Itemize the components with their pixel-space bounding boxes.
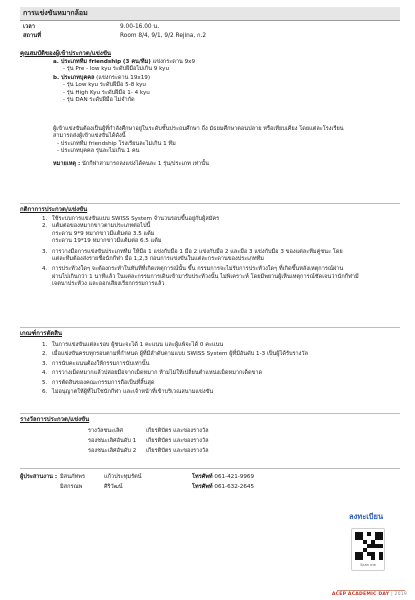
- rules-list: [42, 216, 359, 288]
- footer-divider: [337, 590, 405, 591]
- eligibility-note-line1: ผู้เข้าแข่งขันต้องเป็นผู้ที่กำลังศึกษาอยู่ในระดับชั้นประถมศึกษา ถึง มัธยมศึกษาตอนปลาย หรือเทียบเคียง โดยแต่ละโรงเรียน: [53, 126, 344, 132]
- prizes-heading: รางวัลการประกวด/แข่งขัน: [20, 416, 90, 423]
- criteria-item: 5. การตัดสินของคณะกรรมการถือเป็นที่สิ้นสุด: [42, 379, 155, 386]
- remark-label: หมายเหตุ :: [53, 160, 81, 167]
- time-row: [23, 24, 159, 32]
- category-b-sub2: - รุ่น High Kyu ระดับฝีมือ 1- 4 kyu: [63, 89, 150, 96]
- rule-continuation: เจตนาประท้วง และออกเสียงเรียกกรรมการแล้ว: [52, 281, 165, 287]
- divider: [20, 413, 400, 414]
- rules-heading: กติกาการประกวด/แข่งขัน: [20, 206, 88, 213]
- criteria-item: 4. การวางเม็ดหมากแล้วปล่อยมือจากเม็ดหมาก ห้ามไม่ให้เปลี่ยนตำแหน่งเม็ดหมากเด็ดขาด: [42, 370, 263, 377]
- divider: [20, 20, 400, 21]
- rule-subitem: กระดาน 19*19 หมากขาวมีแต้มต่อ 6.5 แต้ม: [52, 238, 162, 245]
- place-label: สถานที่: [23, 33, 42, 39]
- divider: [20, 327, 400, 328]
- category-a-detail: (3 คน/ทีม): [122, 59, 151, 65]
- place-value: Room 8/4, 9/1, 9/2 Rejina, ก.2: [120, 33, 207, 39]
- section-title-bar: [20, 7, 400, 20]
- category-a-label: a. ประเภททีม friendship: [53, 59, 122, 65]
- phone-number[interactable]: 061-632-2645: [214, 484, 255, 490]
- criteria-item: 3. การนับคะแนนต้องให้กรรมการนับเท่านั้น: [42, 360, 150, 367]
- rule-item: 1. ใช้ระบบการแข่งขันแบบ SWISS System จำนวนรอบขึ้นอยู่กับผู้สมัคร: [42, 216, 220, 222]
- rule-item: 4. การประท้วงใดๆ จะต้องกระทำในทันทีที่เกิดเหตุการณ์นั้น ขึ้น กรรมการจะไม่รับการประท้วงใดๆ ที่เกิดขึ้นหลังเหตุการณ์ผ่าน: [42, 266, 344, 273]
- criteria-heading: เกณฑ์การตัดสิน: [20, 330, 63, 337]
- coordinator-label: ผู้ประสานงาน :: [20, 474, 58, 480]
- eligibility-note-line2: สามารถส่งผู้เข้าแข่งขันได้ดังนี้: [53, 133, 126, 140]
- footer-brand: ACEP ACADEMIC DAY: [331, 592, 390, 597]
- eligibility-sub2: - ประเภทบุคคล รุ่นละไม่เกิน 1 คน: [57, 148, 140, 155]
- category-b-sub3: - รุ่น DAN ระดับฝีมือ ไม่จำกัด: [63, 96, 135, 103]
- footer-year: | 2019: [391, 592, 407, 597]
- criteria-item: 2. เมื่อแข่งขันครบทุกรอบตามที่กำหนด ผู้ที่มีลำดับตามแบบ SWISS System ผู้ที่มีอันดับ 1-3 เป็นผู้ได้รับรางวัล: [42, 351, 308, 358]
- contact-row: มิสกรณพ ศิริวัฒน์ โทรศัพท์ 061-632-2645: [60, 484, 255, 490]
- remark-text: นักกีฬาสามารถลงแข่งได้คนละ 1 รุ่น/ประเภท เท่านั้น: [82, 160, 209, 167]
- prize-row: รางวัลชนะเลิศ เกียรติบัตร และของรางวัล: [88, 428, 209, 434]
- rule-item: 2. แต้มต่อของหมากขาวตามประเภทต่อไปนี้: [42, 223, 151, 230]
- footer: [332, 592, 407, 598]
- qr-code-icon: [355, 532, 383, 560]
- register-title: ลงทะเบียน: [349, 512, 384, 521]
- divider: [20, 203, 400, 204]
- rule-continuation: ผ่านไปเกินกว่า 1 นาทีแล้ว ในแต่ละกรรมการเดินเข้ามารับประท้วงนั้น ไม่พิเคราะห์ โดยมีพยานผู้เห็นเหตุการณ์ชัดเจนว่านักกีฬามี: [52, 273, 359, 280]
- scan-me-label: Scan me: [360, 563, 376, 568]
- place-row: [23, 33, 206, 41]
- phone-number[interactable]: 061-421-9969: [214, 474, 255, 480]
- contact-row: ผู้ประสานงาน : มิสนภัทพร แก้วประทุมรัตน์ โทรศัพท์ 061-421-9969: [20, 474, 255, 480]
- rule-continuation: แต่ละทีมต้องส่งรายชื่อนักกีฬา มือ 1,2,3 ก่อนการแข่งขันในแต่ละกระดานของประเภททีม: [52, 255, 264, 262]
- category-a-board: แข่งกระดาน 9x9: [152, 59, 196, 65]
- page-title: การแข่งขันหมากล้อม: [23, 9, 88, 17]
- eligibility-sub1: - ประเภททีม friendship โรงเรียนละไม่เกิน 1 ทีม: [57, 140, 176, 147]
- prize-row: รองชนะเลิศอันดับ 1 เกียรติบัตร และของรางวัล: [88, 438, 209, 444]
- category-b-label: b. ประเภทบุคคล: [53, 74, 95, 81]
- category-a-sub1: - รุ่น Pre - low kyu ระดับฝีมือไม่เกิน 9 kyu: [63, 66, 170, 73]
- divider: [20, 468, 400, 469]
- rule-item: 3. การวางมือการแข่งขันประเภททีม ให้มือ 1 แข่งกับมือ 1 มือ 2 แข่งกับมือ 2 และมือ 3 แข่งกับมือ 3 ของแต่ละทีมคู่ชนะ โดย: [42, 248, 343, 255]
- eligibility-note: [53, 126, 344, 168]
- register-qr-card[interactable]: [351, 528, 385, 571]
- time-label: เวลา: [23, 24, 36, 30]
- qualifications-block: [53, 59, 195, 104]
- criteria-item: 1. ในการแข่งขันแต่ละรอบ ผู้ชนะจะได้ 1 คะแนน และผู้แพ้จะได้ 0 คะแนน: [42, 342, 224, 348]
- category-b-board: (แข่งกระดาน 19x19): [96, 74, 151, 81]
- criteria-list: [42, 342, 308, 396]
- criteria-item: 6. ไม่อนุญาตให้ผู้ที่ไม่ใช่นักกีฬา และเจ้าหน้าที่เข้าบริเวณสนามแข่งขัน: [42, 388, 214, 395]
- prize-row: รองชนะเลิศอันดับ 2 เกียรติบัตร และของรางวัล: [88, 448, 209, 454]
- rule-subitem: กระดาน 9*9 หมากขาวมีแต้มต่อ 3.5 แต้ม: [52, 230, 155, 237]
- qualifications-heading: คุณสมบัติของผู้เข้าประกวด/แข่งขัน: [20, 50, 112, 57]
- category-b-sub1: - รุ่น Low kyu ระดับฝีมือ 5-8 kyu: [63, 82, 146, 89]
- time-value: 9.00-16.00 น.: [120, 24, 160, 30]
